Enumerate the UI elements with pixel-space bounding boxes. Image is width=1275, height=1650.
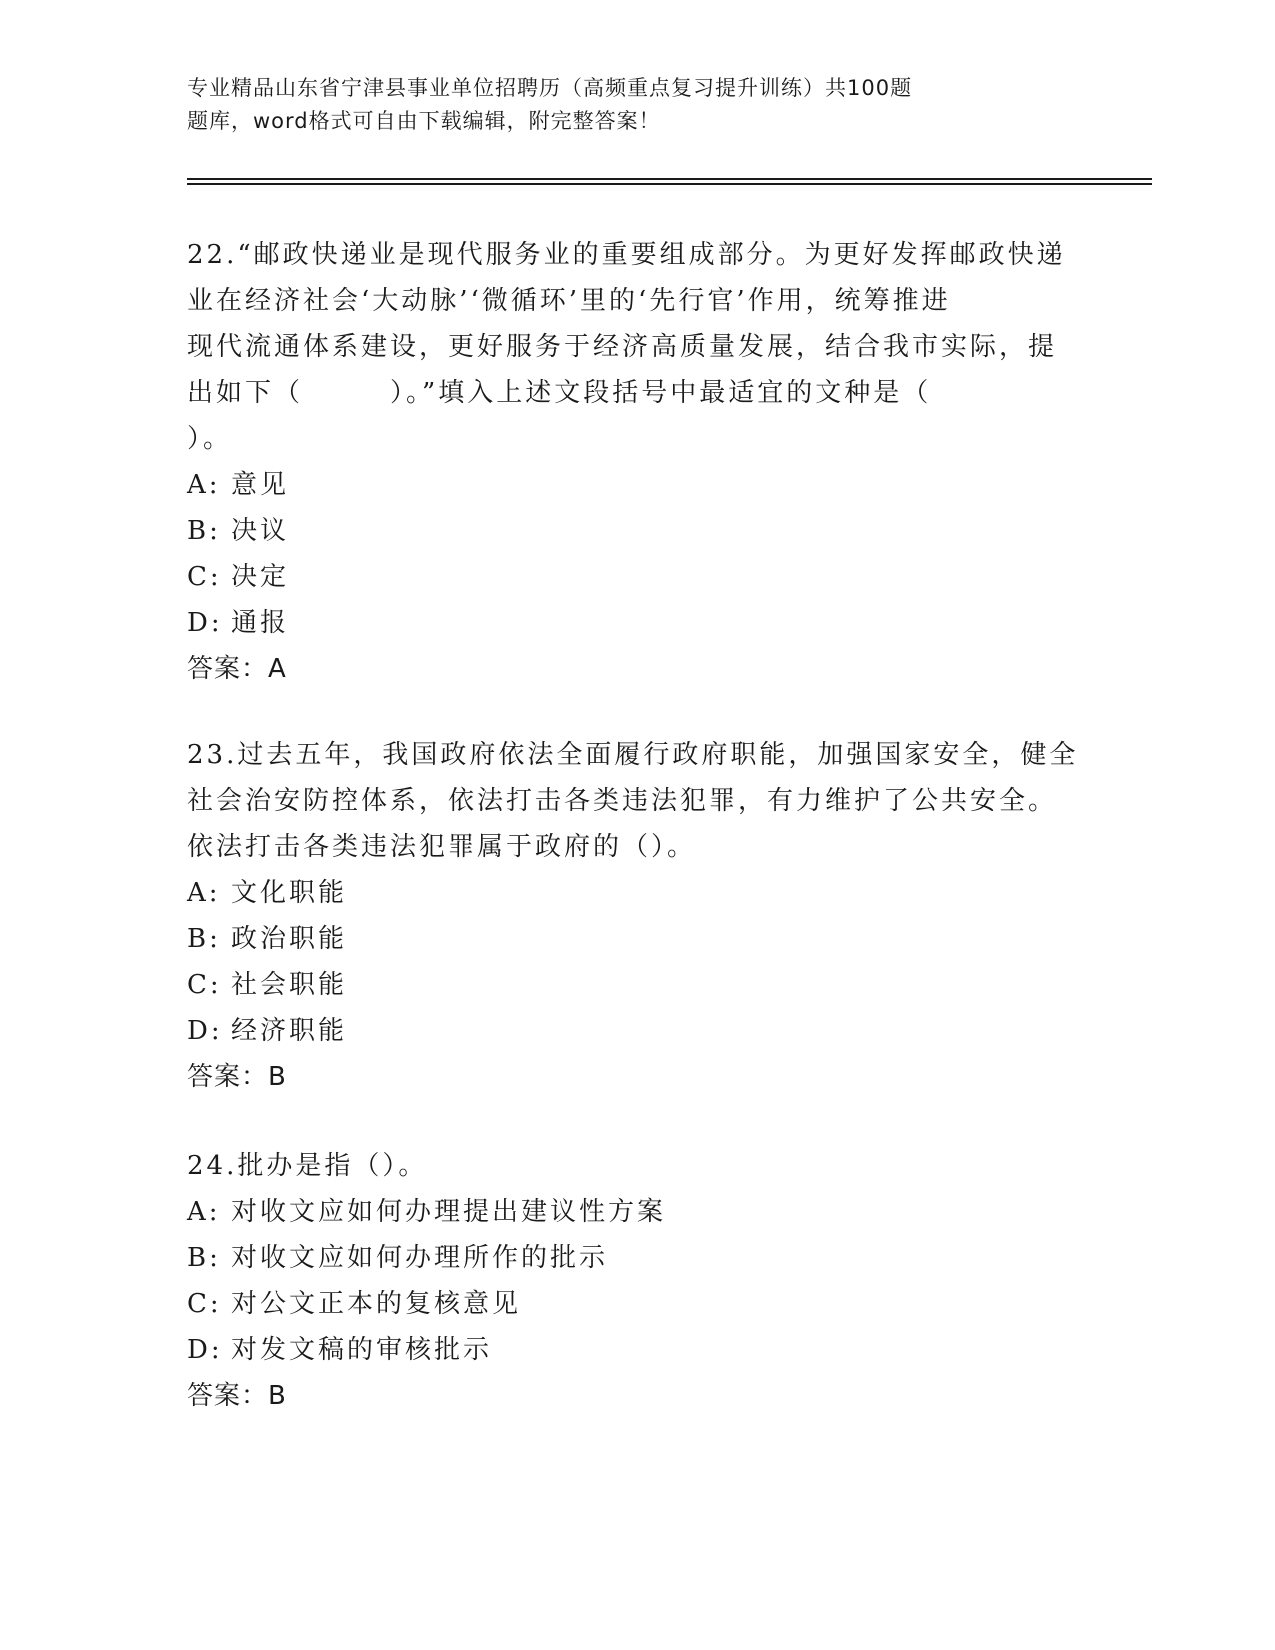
option-a — [187, 462, 1087, 508]
option-d — [187, 600, 1087, 646]
answer-label: 答案：A — [187, 654, 287, 684]
question-text-line: 24.批办是指（）。 — [187, 1151, 428, 1181]
option-d — [187, 1327, 1087, 1373]
answer-label: 答案：B — [187, 1381, 287, 1411]
option-key: C: — [187, 970, 222, 1000]
question-text-line: 依法打击各类违法犯罪属于政府的（）。 — [187, 832, 697, 862]
question-text-line: 现代流通体系建设，更好服务于经济高质量发展，结合我市实际，提 — [187, 332, 1058, 362]
option-b — [187, 1235, 1087, 1281]
option-key: A: — [187, 878, 221, 908]
option-c — [187, 1281, 1087, 1327]
option-key: D: — [187, 608, 223, 638]
option-a — [187, 1189, 1087, 1235]
question-text-line: ）。 — [187, 424, 233, 454]
option-text: 经济职能 — [231, 1016, 348, 1046]
option-key: C: — [187, 562, 222, 592]
option-c — [187, 962, 1087, 1008]
option-key: D: — [187, 1016, 223, 1046]
header-divider-bottom — [187, 183, 1152, 185]
option-text: 通报 — [231, 608, 290, 638]
option-text: 决定 — [231, 562, 290, 592]
question-24 — [187, 1143, 1087, 1419]
option-text: 文化职能 — [231, 878, 348, 908]
answer-label: 答案：B — [187, 1062, 287, 1092]
document-header — [187, 72, 1007, 138]
option-key: A: — [187, 1197, 221, 1227]
header-line-1: 专业精品山东省宁津县事业单位招聘历（高频重点复习提升训练）共100题 — [187, 76, 913, 100]
header-divider-top — [187, 178, 1152, 180]
question-22 — [187, 232, 1087, 692]
question-text-line: 23.过去五年，我国政府依法全面履行政府职能，加强国家安全，健全 — [187, 740, 1079, 770]
option-key: B: — [187, 924, 221, 954]
question-text-line: 社会治安防控体系，依法打击各类违法犯罪，有力维护了公共安全。 — [187, 786, 1058, 816]
question-text-line: 出如下（ ）。”填入上述文段括号中最适宜的文种是（ — [187, 378, 932, 408]
option-text: 对公文正本的复核意见 — [231, 1289, 522, 1319]
question-text-line: 22.“邮政快递业是现代服务业的重要组成部分。为更好发挥邮政快递 — [187, 240, 1066, 270]
option-key: D: — [187, 1335, 223, 1365]
option-key: A: — [187, 470, 221, 500]
option-text: 决议 — [231, 516, 290, 546]
option-d — [187, 1008, 1087, 1054]
option-key: B: — [187, 516, 221, 546]
option-text: 对发文稿的审核批示 — [231, 1335, 493, 1365]
option-b — [187, 508, 1087, 554]
option-text: 社会职能 — [231, 970, 348, 1000]
option-c — [187, 554, 1087, 600]
option-text: 意见 — [231, 470, 290, 500]
header-line-2: 题库，word格式可自由下载编辑，附完整答案！ — [187, 109, 661, 133]
option-a — [187, 870, 1087, 916]
option-text: 政治职能 — [231, 924, 348, 954]
option-text: 对收文应如何办理提出建议性方案 — [231, 1197, 667, 1227]
option-b — [187, 916, 1087, 962]
option-key: C: — [187, 1289, 222, 1319]
option-text: 对收文应如何办理所作的批示 — [231, 1243, 609, 1273]
question-text-line: 业在经济社会‘大动脉’‘微循环’里的‘先行官’作用，统筹推进 — [187, 286, 951, 316]
option-key: B: — [187, 1243, 221, 1273]
question-23 — [187, 732, 1087, 1100]
